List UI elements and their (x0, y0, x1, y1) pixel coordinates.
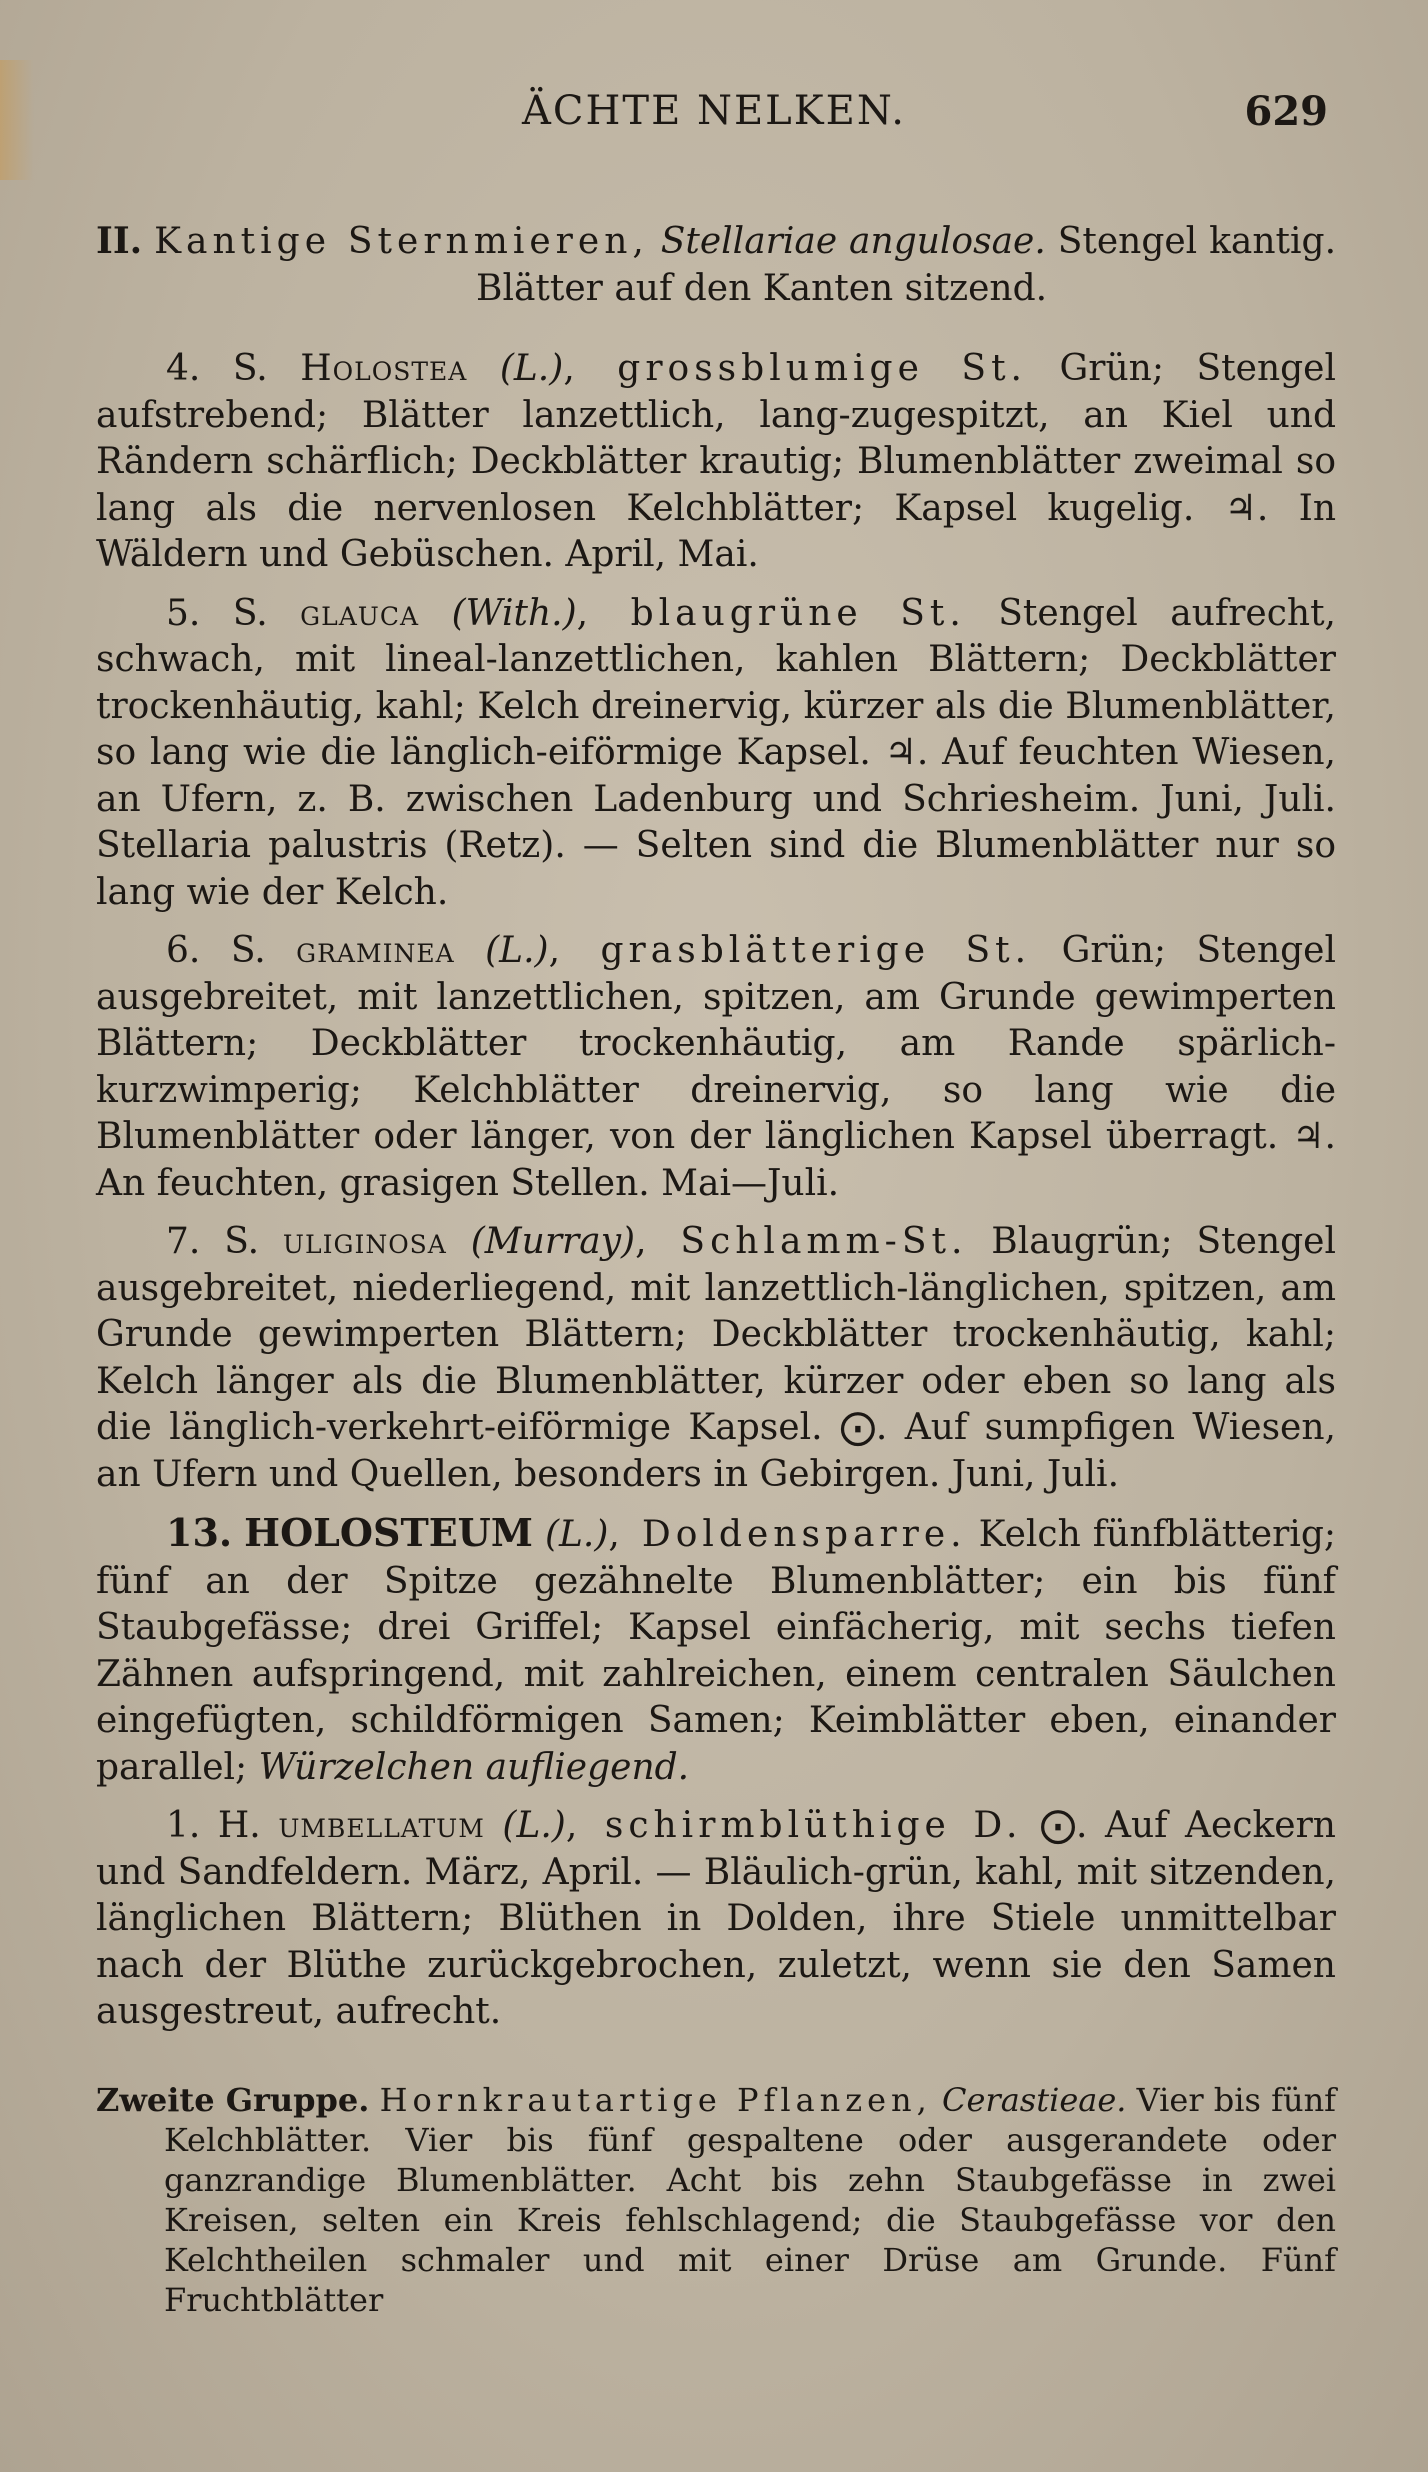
species-common-name: , grossblumige St. (563, 348, 1027, 389)
species-author: (L.) (499, 348, 564, 389)
section-number: II. (96, 220, 143, 262)
species-number: 1. H. (166, 1805, 261, 1846)
species-epithet: umbellatum (278, 1805, 485, 1846)
species-epithet: Holostea (300, 348, 468, 389)
page-edge-stain (0, 60, 34, 180)
species-number: 5. S. (166, 592, 268, 634)
section-name: Kantige Sternmieren, (154, 221, 649, 262)
group-name: Hornkrautartige Pflanzen, (379, 2080, 932, 2119)
species-common-name: , grasblätterige St. (548, 930, 1032, 971)
species-entry-umbellatum (96, 1803, 1336, 2036)
species-entry-holostea (96, 346, 1336, 579)
species-author: (With.) (451, 592, 577, 634)
species-author: (L.) (485, 930, 549, 971)
species-description: Grün; Stengel ausgebreitet, mit lanzettlichen, spitzen, am Grunde gewimperten Blättern; Deckblätter trockenhäutig, am Rande spärlich-kurzwimperig; Kelchblätter dreinervig, so lang wie die Blumenblätter oder länger, von der länglichen Kapsel überragt. ♃. An feuchten, grasigen Stellen. Mai—Juli. (96, 930, 1336, 1204)
genus-common-name: , Doldensparre. (608, 1514, 967, 1555)
species-epithet: graminea (296, 930, 455, 971)
species-common-name: , blaugrüne St. (576, 592, 966, 634)
species-description: Grün; Stengel aufstrebend; Blätter lanzettlich, lang-zugespitzt, an Kiel und Rändern schärflich; Deckblätter krautig; Blumenblätter zweimal so lang als die nervenlosen Kelchblätter; Kapsel kugelig. ♃. In Wäldern und Gebüschen. April, Mai. (96, 348, 1336, 575)
group-heading-cerastieae (96, 2080, 1336, 2320)
species-author: (Murray) (470, 1221, 636, 1262)
genus-description-italic: Würzelchen aufliegend. (258, 1746, 690, 1788)
page-body (96, 218, 1336, 2352)
species-epithet: glauca (300, 592, 420, 634)
species-description: ⨀. Auf Aeckern und Sandfeldern. März, April. — Bläulich-grün, kahl, mit sitzenden, länglichen Blättern; Blüthen in Dolden, ihre Stiele unmittelbar nach der Blüthe zurückgebrochen, zuletzt, wenn sie den Samen ausgestreut, aufrecht. (96, 1805, 1336, 2032)
species-description: Stengel aufrecht, schwach, mit lineal-lanzettlichen, kahlen Blättern; Deckblätter trockenhäutig, kahl; Kelch dreinervig, kürzer als die Blumenblätter, so lang wie die länglich-eiförmige Kapsel. ♃. Auf feuchten Wiesen, an Ufern, z. B. zwischen Ladenburg und Schriesheim. Juni, Juli. Stellaria palustris (Retz). — Selten sind die Blumenblätter nur so lang wie der Kelch. (96, 592, 1336, 913)
genus-name: HOLOSTEUM (244, 1510, 533, 1555)
species-description: Blaugrün; Stengel ausgebreitet, niederliegend, mit lanzettlich-länglichen, spitzen, am Grunde gewimperten Blättern; Deckblätter trockenhäutig, kahl; Kelch länger als die Blumenblätter, kürzer oder eben so lang als die länglich-verkehrt-eiförmige Kapsel. ⨀. Auf sumpfigen Wiesen, an Ufern und Quellen, besonders in Gebirgen. Juni, Juli. (96, 1221, 1337, 1495)
genus-number: 13. (166, 1510, 233, 1555)
species-number: 7. S. (166, 1221, 260, 1262)
running-title: ÄCHTE NELKEN. (522, 88, 906, 134)
group-latin-name: Cerastieae. (942, 2080, 1127, 2119)
group-description: Vier bis fünf Kelchblätter. Vier bis fünf gespaltene oder ausgerandete oder ganzrandige Blumenblätter. Acht bis zehn Staubgefässe in zwei Kreisen, selten ein Kreis fehlschlagend; die Staubgefässe vor den Kelchtheilen schmaler und mit einer Drüse am Grunde. Fünf Fruchtblätter (164, 2080, 1337, 2319)
page-header (90, 88, 1338, 148)
genus-description: Kelch fünfblätterig; fünf an der Spitze gezähnelte Blumenblätter; ein bis fünf Staubgefässe; drei Griffel; Kapsel einfächerig, mit sechs tiefen Zähnen aufspringend, mit zahlreichen, einem centralen Säulchen eingefügten, schildförmigen Samen; Keimblätter eben, einander parallel; (96, 1514, 1336, 1788)
species-common-name: , Schlamm-St. (635, 1221, 968, 1262)
species-number: 6. S. (166, 930, 266, 971)
group-label: Zweite Gruppe. (96, 2080, 370, 2119)
species-author: (L.) (502, 1805, 566, 1846)
species-entry-glauca (96, 591, 1336, 917)
species-epithet: uliginosa (282, 1221, 447, 1262)
species-number: 4. S. (166, 348, 268, 389)
section-latin-name: Stellariae angulosae. (660, 221, 1046, 262)
section-description: Stengel kantig. Blätter auf den Kanten sitzend. (476, 221, 1337, 309)
genus-author: (L.) (544, 1514, 609, 1555)
section-heading-ii (96, 218, 1336, 312)
species-entry-uliginosa (96, 1219, 1336, 1498)
genus-entry-holosteum (96, 1510, 1336, 1791)
page-number: 629 (1244, 88, 1328, 135)
species-entry-graminea (96, 928, 1336, 1207)
species-common-name: , schirmblüthige D. (565, 1805, 1023, 1846)
